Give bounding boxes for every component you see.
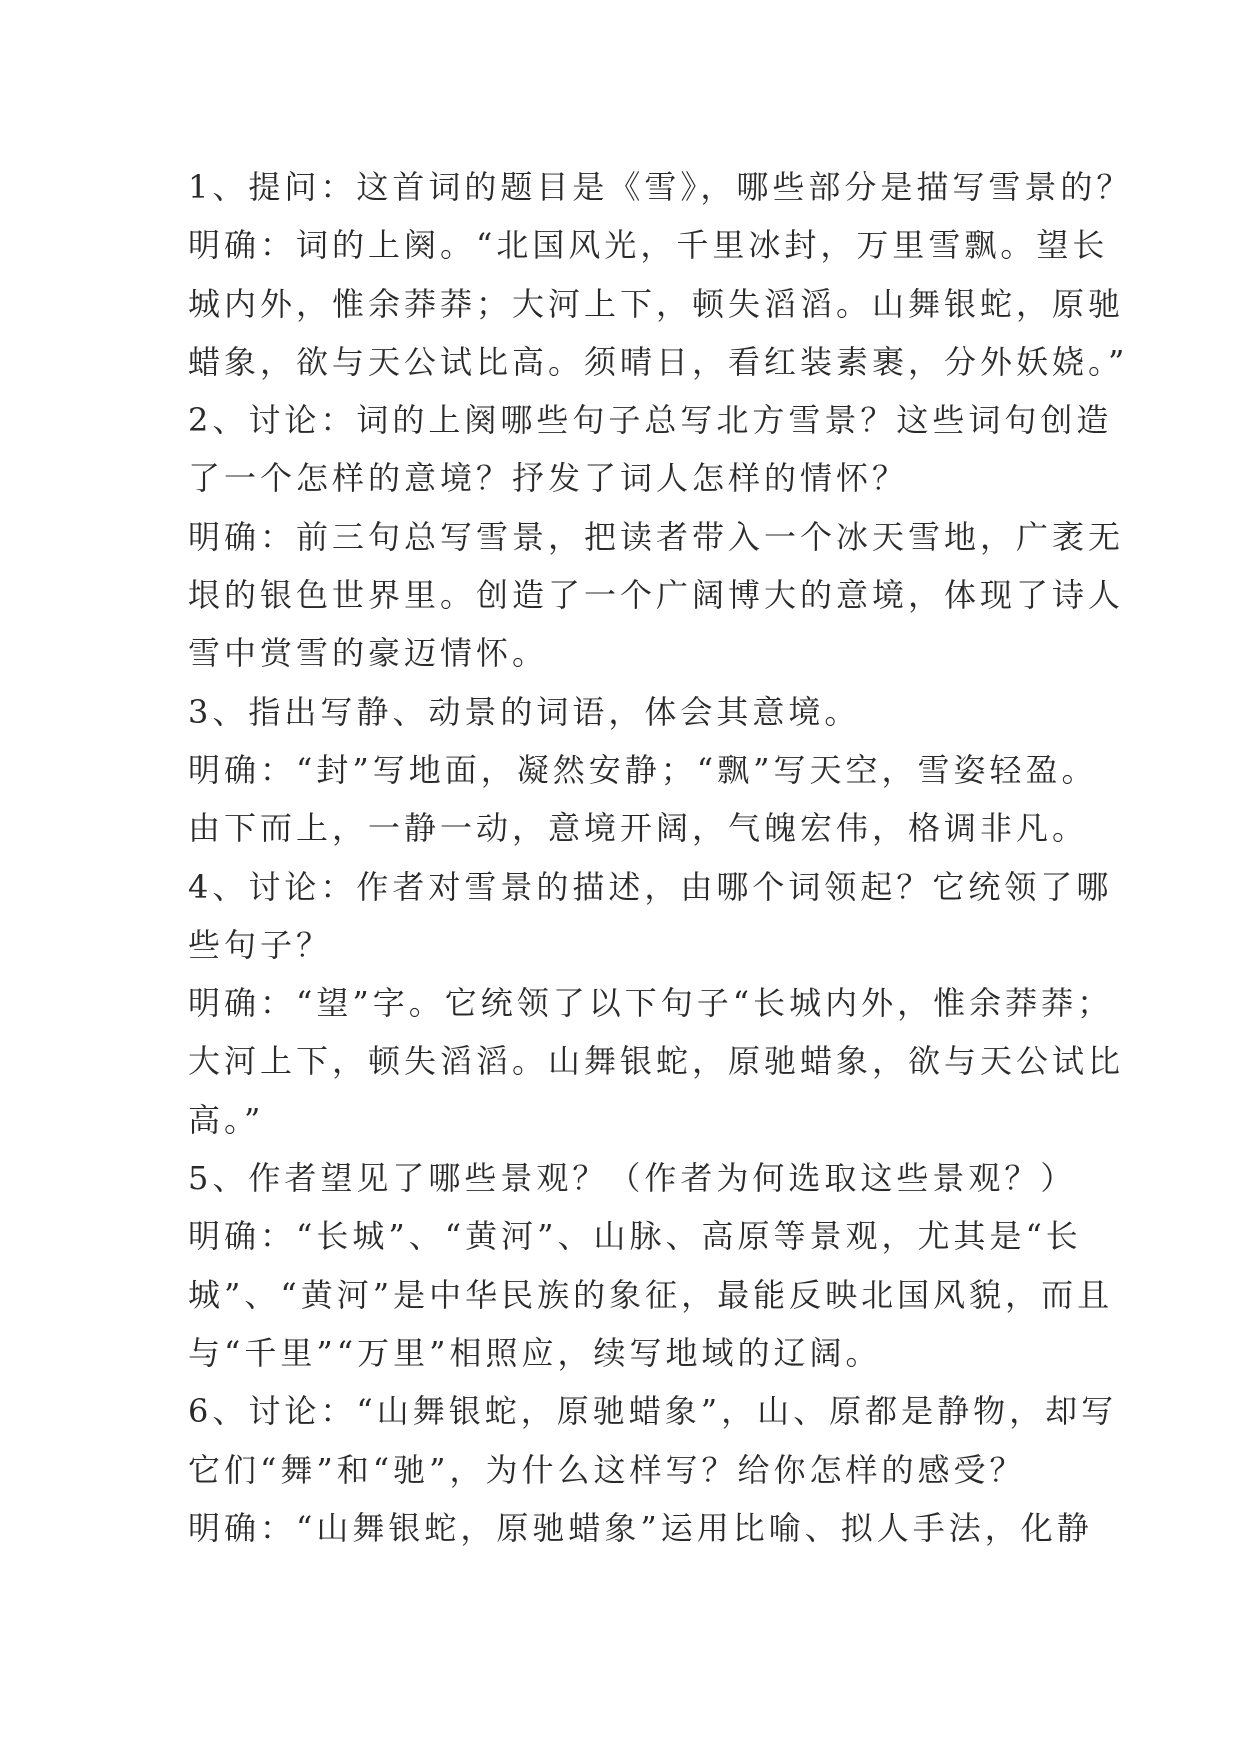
text-line: 大河上下，顿失滔滔。山舞银蛇，原驰蜡象，欲与天公试比	[188, 1042, 1125, 1081]
text-line: 明确：词的上阕。“北国风光，千里冰封，万里雪飘。望长	[188, 226, 1109, 265]
text-line: 3、指出写静、动景的词语，体会其意境。	[188, 692, 861, 731]
text-line: 雪中赏雪的豪迈情怀。	[188, 634, 549, 673]
text-line: 5、作者望见了哪些景观？（作者为何选取这些景观？）	[188, 1159, 1077, 1198]
text-line: 与“千里”“万里”相照应，续写地域的辽阔。	[188, 1333, 882, 1372]
text-line: 城”、“黄河”是中华民族的象征，最能反映北国风貌，而且	[188, 1275, 1114, 1314]
text-line: 明确：前三句总写雪景，把读者带入一个冰天雪地，广袤无	[188, 517, 1125, 556]
text-line: 些句子？	[188, 925, 333, 964]
document-body	[188, 158, 1133, 1557]
text-line: 1、提问：这首词的题目是《雪》，哪些部分是描写雪景的？	[188, 168, 1133, 206]
text-line: 6、讨论：“山舞银蛇，原驰蜡象”，山、原都是静物，却写	[188, 1392, 1118, 1431]
text-line: 蜡象，欲与天公试比高。须晴日，看红装素裹，分外妖娆。”	[188, 342, 1129, 381]
text-line: 城内外，惟余莽莽；大河上下，顿失滔滔。山舞银蛇，原驰	[188, 284, 1125, 323]
text-line: 了一个怎样的意境？抒发了词人怎样的情怀？	[188, 459, 909, 498]
text-line: 4、讨论：作者对雪景的描述，由哪个词领起？它统领了哪	[188, 867, 1113, 906]
text-line: 2、讨论：词的上阕哪些句子总写北方雪景？这些词句创造	[188, 401, 1113, 440]
text-line: 明确：“封”写地面，凝然安静；“飘”写天空，雪姿轻盈。	[188, 750, 1098, 789]
text-line: 明确：“长城”、“黄河”、山脉、高原等景观，尤其是“长	[188, 1217, 1082, 1256]
text-line: 明确：“山舞银蛇，原驰蜡象”运用比喻、拟人手法，化静	[188, 1508, 1093, 1547]
text-line: 垠的银色世界里。创造了一个广阔博大的意境，体现了诗人	[188, 576, 1125, 615]
text-line: 它们“舞”和“驰”，为什么这样写？给你怎样的感受？	[188, 1450, 1026, 1489]
text-line: 高。”	[188, 1100, 265, 1139]
text-line: 明确：“望”字。它统领了以下句子“长城内外，惟余莽莽；	[188, 984, 1114, 1023]
text-line: 由下而上，一静一动，意境开阔，气魄宏伟，格调非凡。	[188, 809, 1089, 848]
